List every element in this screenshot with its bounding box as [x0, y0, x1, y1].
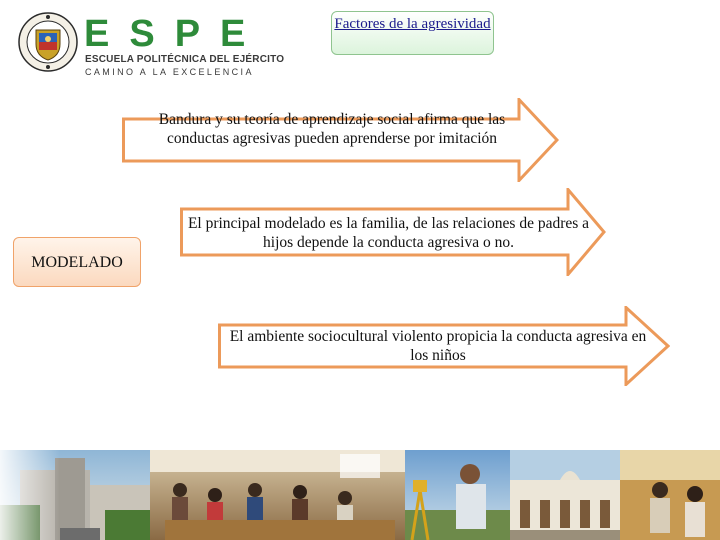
- modelado-box: MODELADO: [13, 237, 141, 287]
- espe-logo: [18, 12, 285, 77]
- arrow-sociocultural: [218, 306, 670, 386]
- arrow-text: Bandura y su teoría de aprendizaje social afirma que las conductas agresivas pueden aprenderse por imitación: [158, 111, 506, 147]
- photo-banner: [0, 450, 720, 540]
- arrow-text: El ambiente sociocultural violento propicia la conducta agresiva en los niños: [229, 328, 647, 364]
- arrow-text: El principal modelado es la familia, de las relaciones de padres a hijos depende la conducta agresiva o no.: [187, 215, 590, 251]
- espe-seal-icon: [18, 12, 78, 72]
- logo-motto: CAMINO A LA EXCELENCIA: [85, 67, 254, 77]
- students-outdoor-photo: [620, 450, 720, 540]
- title-link[interactable]: Factores de la agresividad: [334, 16, 491, 32]
- colonial-building-photo: [510, 450, 620, 540]
- surveying-student-photo: [405, 450, 510, 540]
- logo-institution-name: ESCUELA POLITÉCNICA DEL EJÉRCITO: [85, 54, 285, 65]
- classroom-photo: [150, 450, 405, 540]
- logo-wordmark: ESPE: [84, 13, 266, 55]
- title-box: [331, 11, 494, 55]
- arrow-bandura: [122, 98, 559, 182]
- arrow-familia: [180, 188, 606, 276]
